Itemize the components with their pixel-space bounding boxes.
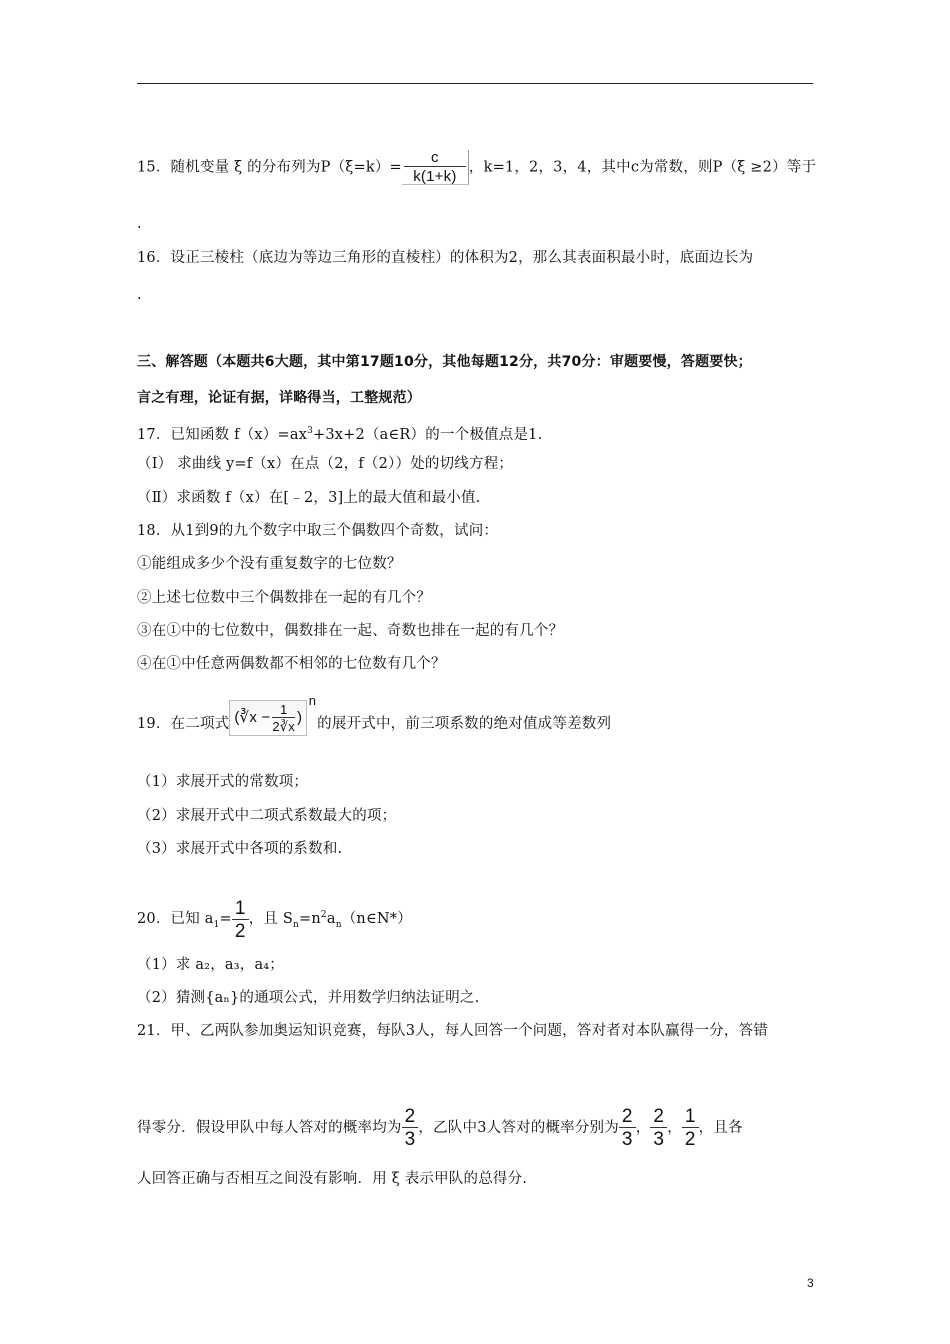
binomial-expression: (∛x − $\frac{1}{2∛x}$ ) n bbox=[229, 700, 307, 736]
q19-part-3: （3）求展开式中各项的系数和. bbox=[137, 841, 343, 857]
q18-item-4: ④在①中任意两偶数都不相邻的七位数有几个？ bbox=[137, 656, 446, 672]
header-rule bbox=[137, 83, 813, 84]
q21-fraction-yi-1: $\frac{2}{3}$ bbox=[619, 1107, 636, 1149]
question-18: 18．从1到9的九个数字中取三个偶数四个奇数，试问： bbox=[137, 523, 499, 539]
question-19: 19．在二项式 (∛x − $\frac{1}{2∛x}$ ) n 的展开式中，前三项系数的绝对值成等差数列 bbox=[137, 693, 612, 734]
q18-item-1: ①能组成多少个没有重复数字的七位数？ bbox=[137, 556, 402, 572]
q17-part-ii: （Ⅱ）求函数 f（x）在[﹣2，3]上的最大值和最小值. bbox=[137, 490, 481, 506]
q21-fraction-yi-2: $\frac{2}{3}$ bbox=[650, 1107, 667, 1149]
q21-fraction-yi-3: $\frac{1}{2}$ bbox=[682, 1107, 699, 1149]
q21-fraction-jia: $\frac{2}{3}$ bbox=[402, 1107, 419, 1149]
q15-text: 15．随机变量 ξ 的分布列为P（ξ=k）= bbox=[137, 159, 402, 176]
q17-part-i: （Ⅰ） 求曲线 y=f（x）在点（2，f（2））处的切线方程； bbox=[137, 456, 514, 472]
q21-line-2: 得零分．假设甲队中每人答对的概率均为 $\frac{2}{3}$ ，乙队中3人答对的概率分别为 $\frac{2}{3}$ ， $\frac{2}{3}$ ， $\frac{1}{2}$ ，且各 bbox=[137, 1106, 743, 1150]
q18-item-3: ③在①中的七位数中，偶数排在一起、奇数也排在一起的有几个？ bbox=[137, 623, 564, 639]
q20-part-1: （1）求 a₂，a₃，a₄； bbox=[137, 957, 285, 973]
question-16: 16．设正三棱柱（底边为等边三角形的直棱柱）的体积为2，那么其表面积最小时，底面边长为 bbox=[137, 250, 754, 266]
section-3-heading: 三、解答题（本题共6大题，其中第17题10分，其他每题12分，共70分：审题要慢，答题要快； bbox=[137, 354, 752, 370]
question-17: 17．已知函数 $f(x)=ax^3+3x+2(a\in R)$的一个极值点是1. bbox=[137, 426, 543, 443]
q15-fraction: $\frac{c}{k(1+k)}$ bbox=[402, 150, 469, 185]
q15-blank: . bbox=[137, 216, 142, 232]
question-15 bbox=[137, 150, 816, 185]
q21-line-3: 人回答正确与否相互之间没有影响．用 ξ 表示甲队的总得分. bbox=[137, 1171, 528, 1187]
q20-fraction: $\frac{1}{2}$ bbox=[232, 899, 249, 941]
page-number: 3 bbox=[807, 1276, 814, 1290]
q19-part-2: （2）求展开式中二项式系数最大的项； bbox=[137, 808, 397, 824]
question-21: 21．甲、乙两队参加奥运知识竞赛，每队3人，每人回答一个问题，答对者对本队赢得一分，答错 bbox=[137, 1023, 768, 1039]
q20-part-2: （2）猜测{aₙ}的通项公式，并用数学归纳法证明之. bbox=[137, 990, 480, 1006]
section-3-heading-cont: 言之有理，论证有据，详略得当，工整规范） bbox=[137, 390, 421, 406]
q19-part-1: （1）求展开式的常数项； bbox=[137, 774, 309, 790]
question-20: 20．已知 $a_1=$ $\frac{1}{2}$ ，且 $S_n=n^2a_n(n\in N*)$ bbox=[137, 898, 412, 942]
q16-blank: . bbox=[137, 287, 142, 303]
q15-text-end: ，k=1，2，3，4，其中c为常数，则P（ξ ≥2）等于 bbox=[468, 159, 817, 176]
q18-item-2: ②上述七位数中三个偶数排在一起的有几个？ bbox=[137, 590, 431, 606]
